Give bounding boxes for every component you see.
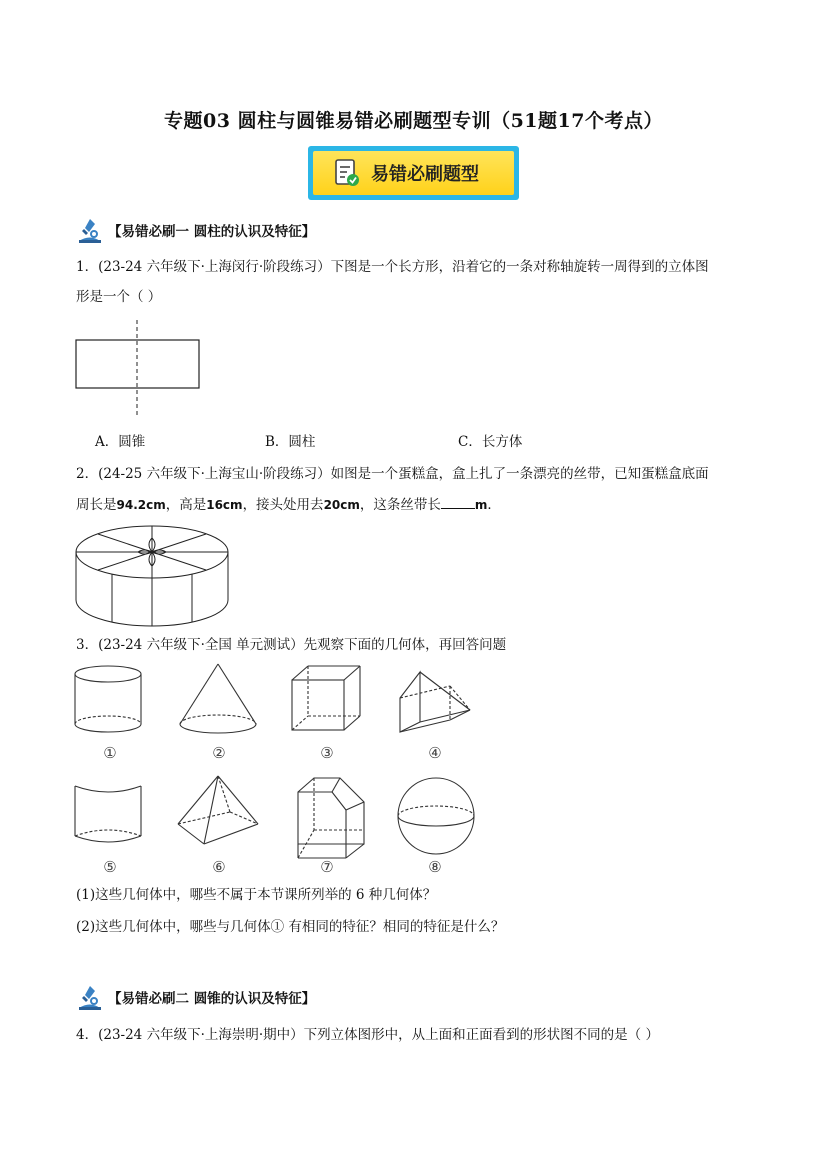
- cut-cube-shape: [298, 778, 364, 858]
- caption-6: ⑥: [212, 858, 226, 876]
- caption-1: ①: [103, 744, 117, 762]
- answer-blank[interactable]: [441, 495, 475, 509]
- sphere-shape: [398, 778, 474, 854]
- question-1-line-1: 1．(23-24 六年级下·上海闵行·阶段练习）下图是一个长方形，沿着它的一条对称轴旋转一周得到的立体图: [76, 259, 709, 275]
- section-heading-2: [76, 983, 315, 1011]
- caption-7: ⑦: [320, 858, 334, 876]
- height-value: 16cm: [206, 498, 243, 512]
- half-cylinder-shape: [75, 786, 141, 842]
- question-2-line-1: 2．(24-25 六年级下·上海宝山·阶段练习）如图是一个蛋糕盒，盒上扎了一条漂亮的丝带，已知蛋糕盒底面: [76, 466, 709, 482]
- prism-shape: [400, 672, 470, 732]
- rectangle-figure: [72, 318, 207, 418]
- caption-5: ⑤: [103, 858, 117, 876]
- cake-box-figure: [72, 522, 232, 632]
- question-3-line-1: 3．(23-24 六年级下·全国 单元测试）先观察下面的几何体，再回答问题: [76, 637, 507, 653]
- page-title: 专题03 圆柱与圆锥易错必刷题型专训（51题17个考点）: [164, 110, 663, 132]
- option-a[interactable]: A．圆锥: [95, 434, 146, 450]
- question-4-line-1: 4．(23-24 六年级下·上海崇明·期中）下列立体图形中，从上面和正面看到的形状图不同的是（ ）: [76, 1027, 659, 1043]
- question-1-line-2: 形是一个（ ）: [76, 289, 162, 305]
- caption-8: ⑧: [428, 858, 442, 876]
- question-2-line-2: 周长是94.2cm，高是16cm，接头处用去20cm，这条丝带长 m．: [76, 497, 501, 513]
- banner: [308, 146, 519, 200]
- cube-shape: [292, 666, 360, 730]
- caption-3: ③: [320, 744, 334, 762]
- checklist-icon: [333, 157, 361, 189]
- banner-label: 易错必刷题型: [371, 164, 479, 185]
- perimeter-value: 94.2cm: [116, 498, 166, 512]
- cylinder-shape: [75, 666, 141, 732]
- option-b[interactable]: B．圆柱: [265, 434, 316, 450]
- cone-shape: [180, 664, 256, 733]
- section-label: 【易错必刷二 圆锥的认识及特征】: [108, 991, 316, 1007]
- unit-label: m: [474, 498, 488, 512]
- section-heading-1: [76, 216, 315, 244]
- pyramid-shape: [178, 776, 258, 844]
- option-c[interactable]: C．长方体: [458, 434, 523, 450]
- microscope-icon: [76, 216, 104, 244]
- question-3-sub-1: (1)这些几何体中，哪些不属于本节课所列举的 6 种几何体？: [76, 887, 437, 903]
- microscope-icon: [76, 983, 104, 1011]
- caption-4: ④: [428, 744, 442, 762]
- joint-value: 20cm: [323, 498, 360, 512]
- section-label: 【易错必刷一 圆柱的认识及特征】: [108, 224, 316, 240]
- question-3-sub-2: (2)这些几何体中，哪些与几何体① 有相同的特征？相同的特征是什么？: [76, 919, 505, 935]
- caption-2: ②: [212, 744, 226, 762]
